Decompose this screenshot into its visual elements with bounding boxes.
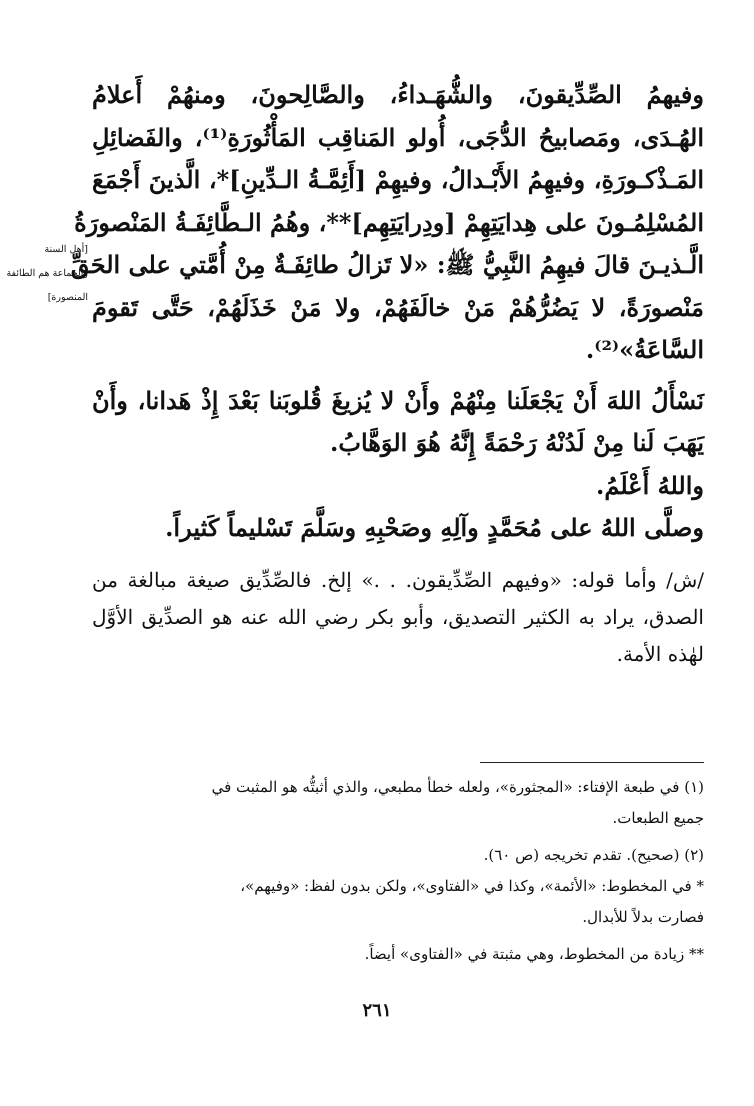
text-line: وصلَّى اللهُ على مُحَمَّدٍ وآلِهِ وصَحْبِهِ وسَلَّمَ تَسْليماً كَثيراً.	[165, 513, 704, 542]
text-line: وفيهمُ الصِّدِّيقونَ، والشُّهَـداءُ، والصَّالِحونَ، ومنهُمْ أَعلامُ	[92, 80, 704, 109]
text-line: المُسْلِمُـونَ على هِدايَتِهِمْ [ودِرايَتِهِم]**، وهُمُ الـطَّائِفَـةُ المَنْصورَةُ	[74, 207, 704, 237]
main-text	[70, 74, 704, 673]
paragraph-commentary	[92, 562, 704, 673]
text-line: يَهَبَ لَنا مِنْ لَدُنْهُ رَحْمَةً إِنَّهُ هُوَ الوَهَّابُ.	[330, 428, 704, 457]
text-line: واللهُ أَعْلَمُ.	[596, 470, 704, 500]
margin-note	[6, 238, 88, 310]
text-line: السَّاعَةُ»⁽²⁾.	[585, 335, 704, 364]
footnote-line: * في المخطوط: «الأئمة»، وكذا في «الفتاوى»، ولكن بدون لفظ: «وفيهم»،	[240, 877, 704, 895]
paragraph-supplication	[92, 380, 704, 465]
text-line: /ش/ وأما قوله: «وفيهم الصِّدِّيقون. . .» إلخ. فالصِّدِّيق صيغة مبالغة من	[92, 567, 704, 592]
footnote-line: فصارت بدلاً للأبدال.	[582, 908, 704, 926]
text-line: نَسْأَلُ اللهَ أَنْ يَجْعَلَنا مِنْهُمْ وأَنْ لا يُزيغَ قُلوبَنا بَعْدَ إِذْ هَدانا، وأَنْ	[92, 385, 704, 415]
page-number: ٢٦١	[362, 1000, 392, 1021]
footnote-line: (٢) (صحيح). تقدم تخريجه (ص ٦٠).	[483, 846, 704, 864]
text-line: الصدق، يراد به الكثير التصديق، وأبو بكر رضي الله عنه هو الصدِّيق الأوَّل	[92, 604, 704, 629]
paragraph-allah-knows	[92, 465, 704, 508]
footnote-line: (١) في طبعة الإفتاء: «المجثورة»، ولعله خطأ مطبعي، والذي أثبتُّه هو المثبت في	[211, 778, 704, 796]
footnote-line: جميع الطبعات.	[612, 809, 704, 827]
text-line: لهٰذه الأمة.	[616, 641, 704, 666]
footnote-divider	[480, 762, 704, 763]
footnote-line: ** زيادة من المخطوط، وهي مثبتة في «الفتاوى» أيضاً.	[364, 945, 704, 963]
footnotes	[96, 772, 704, 970]
paragraph-virtues	[70, 74, 704, 372]
paragraph-salutation	[92, 507, 704, 550]
margin-note-line: [أهل السنة	[44, 244, 88, 255]
text-line: الَّـذيـنَ قالَ فيهِمُ النَّبِيُّ ﷺ: «لا تَزالُ طائِفَـةٌ مِنْ أُمَّتي على الحَقِّ	[70, 250, 704, 279]
margin-note-line: والجماعة هم الطائفة	[6, 268, 88, 279]
text-line: الهُـدَى، ومَصابيحُ الدُّجَى، أُولو المَناقِب المَأْثُورَةِ⁽¹⁾، والفَضائِلِ	[92, 122, 704, 152]
margin-note-line: المنصورة]	[47, 292, 88, 303]
text-line: المَـذْكـورَةِ، وفيهِمُ الأَبْـدالُ، وفيهِمْ [أَئِمَّـةُ الـدِّينِ]*، الَّذينَ أَجْمَعَ	[92, 165, 704, 194]
text-line: مَنْصورَةً، لا يَضُرُّهُمْ مَنْ خالَفَهُمْ، ولا مَنْ خَذَلَهُمْ، حَتَّى تَقومَ	[92, 292, 704, 322]
